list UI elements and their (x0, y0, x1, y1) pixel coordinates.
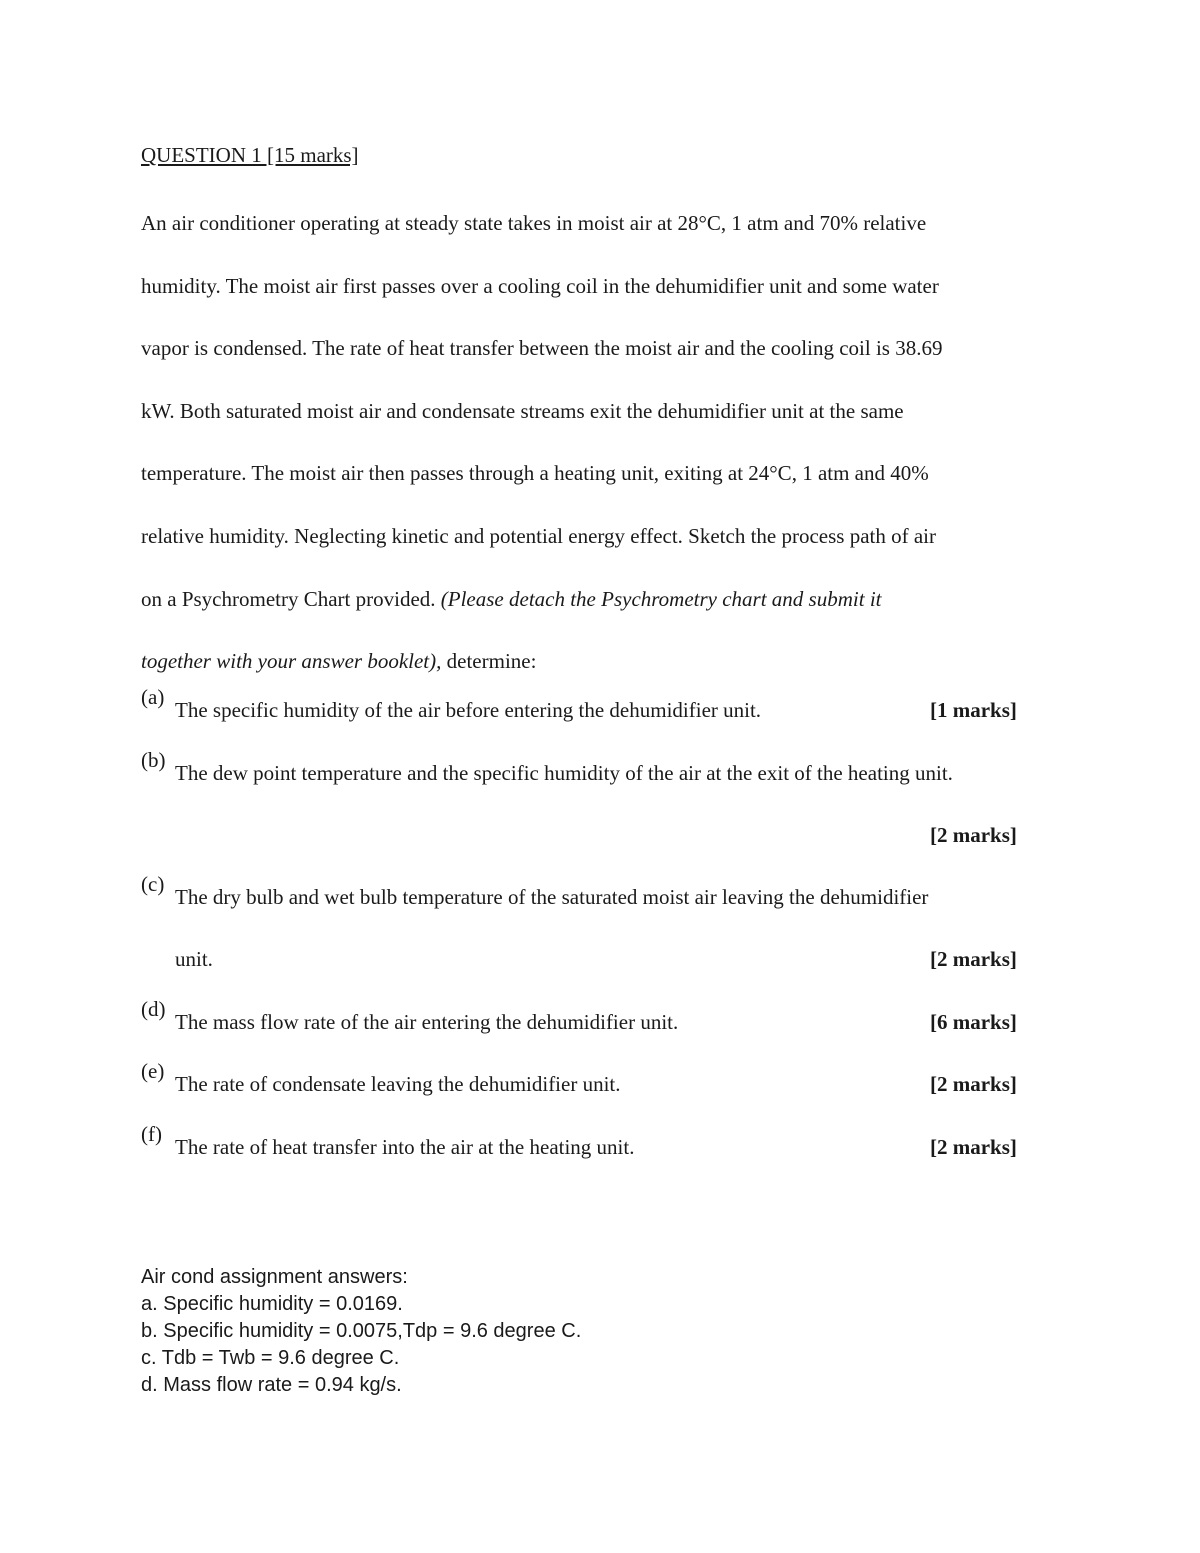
sub-question-text: The rate of condensate leaving the dehumidifier unit. (175, 1072, 621, 1096)
paragraph-text: determine: (441, 649, 537, 674)
marks-label: [6 marks] (930, 1010, 1017, 1034)
sub-question-text: The dew point temperature and the specific humidity of the air at the exit of the heating unit. (175, 761, 953, 785)
sub-question-text: The rate of heat transfer into the air at the heating unit. (175, 1135, 635, 1159)
instruction-italic: together with your answer booklet), (141, 649, 442, 674)
sub-question-letter: (b) (141, 748, 166, 772)
sub-question-letter: (c) (141, 872, 165, 896)
answer-line: a. Specific humidity = 0.0169. (141, 1293, 403, 1315)
question-paragraph (141, 192, 1061, 693)
paragraph-line: An air conditioner operating at steady state takes in moist air at 28°C, 1 atm and 70% relative (141, 211, 927, 235)
paragraph-line: humidity. The moist air first passes over a cooling coil in the dehumidifier unit and some water (141, 273, 939, 298)
paragraph-line: temperature. The moist air then passes through a heating unit, exiting at 24°C, 1 atm and 40% (141, 461, 929, 486)
sub-question-letter: (d) (141, 997, 166, 1021)
answer-line: d. Mass flow rate = 0.94 kg/s. (141, 1374, 402, 1396)
answers-title: Air cond assignment answers: (141, 1266, 408, 1288)
answer-line: c. Tdb = Twb = 9.6 degree C. (141, 1347, 400, 1369)
sub-question-letter: (a) (141, 685, 165, 709)
question-heading: QUESTION 1 [15 marks] (141, 143, 359, 167)
paragraph-line (141, 568, 1061, 631)
paragraph-line: kW. Both saturated moist air and condensate streams exit the dehumidifier unit at the same (141, 398, 904, 423)
paragraph-line: relative humidity. Neglecting kinetic and potential energy effect. Sketch the process path of air (141, 523, 937, 548)
sub-question-text: The specific humidity of the air before entering the dehumidifier unit. (175, 698, 762, 722)
sub-question-text: The dry bulb and wet bulb temperature of the saturated moist air leaving the dehumidifier (175, 885, 929, 909)
answers-section (141, 1264, 581, 1399)
marks-label: [2 marks] (930, 823, 1017, 847)
marks-label: [1 marks] (930, 698, 1017, 722)
paragraph-line (141, 630, 1061, 693)
marks-label: [2 marks] (930, 1135, 1017, 1159)
paragraph-line: vapor is condensed. The rate of heat transfer between the moist air and the cooling coil is 38.69 (141, 336, 943, 361)
sub-question-letter: (e) (141, 1059, 165, 1083)
instruction-italic: (Please detach the Psychrometry chart and submit it (440, 586, 882, 611)
sub-question-letter: (f) (141, 1122, 162, 1146)
answer-line: b. Specific humidity = 0.0075,Tdp = 9.6 degree C. (141, 1320, 582, 1342)
paragraph-text: on a Psychrometry Chart provided. (141, 586, 441, 611)
sub-question-text: unit. (175, 947, 213, 971)
marks-label: [2 marks] (930, 1072, 1017, 1096)
sub-question-text: The mass flow rate of the air entering the dehumidifier unit. (175, 1010, 679, 1034)
marks-label: [2 marks] (930, 947, 1017, 971)
